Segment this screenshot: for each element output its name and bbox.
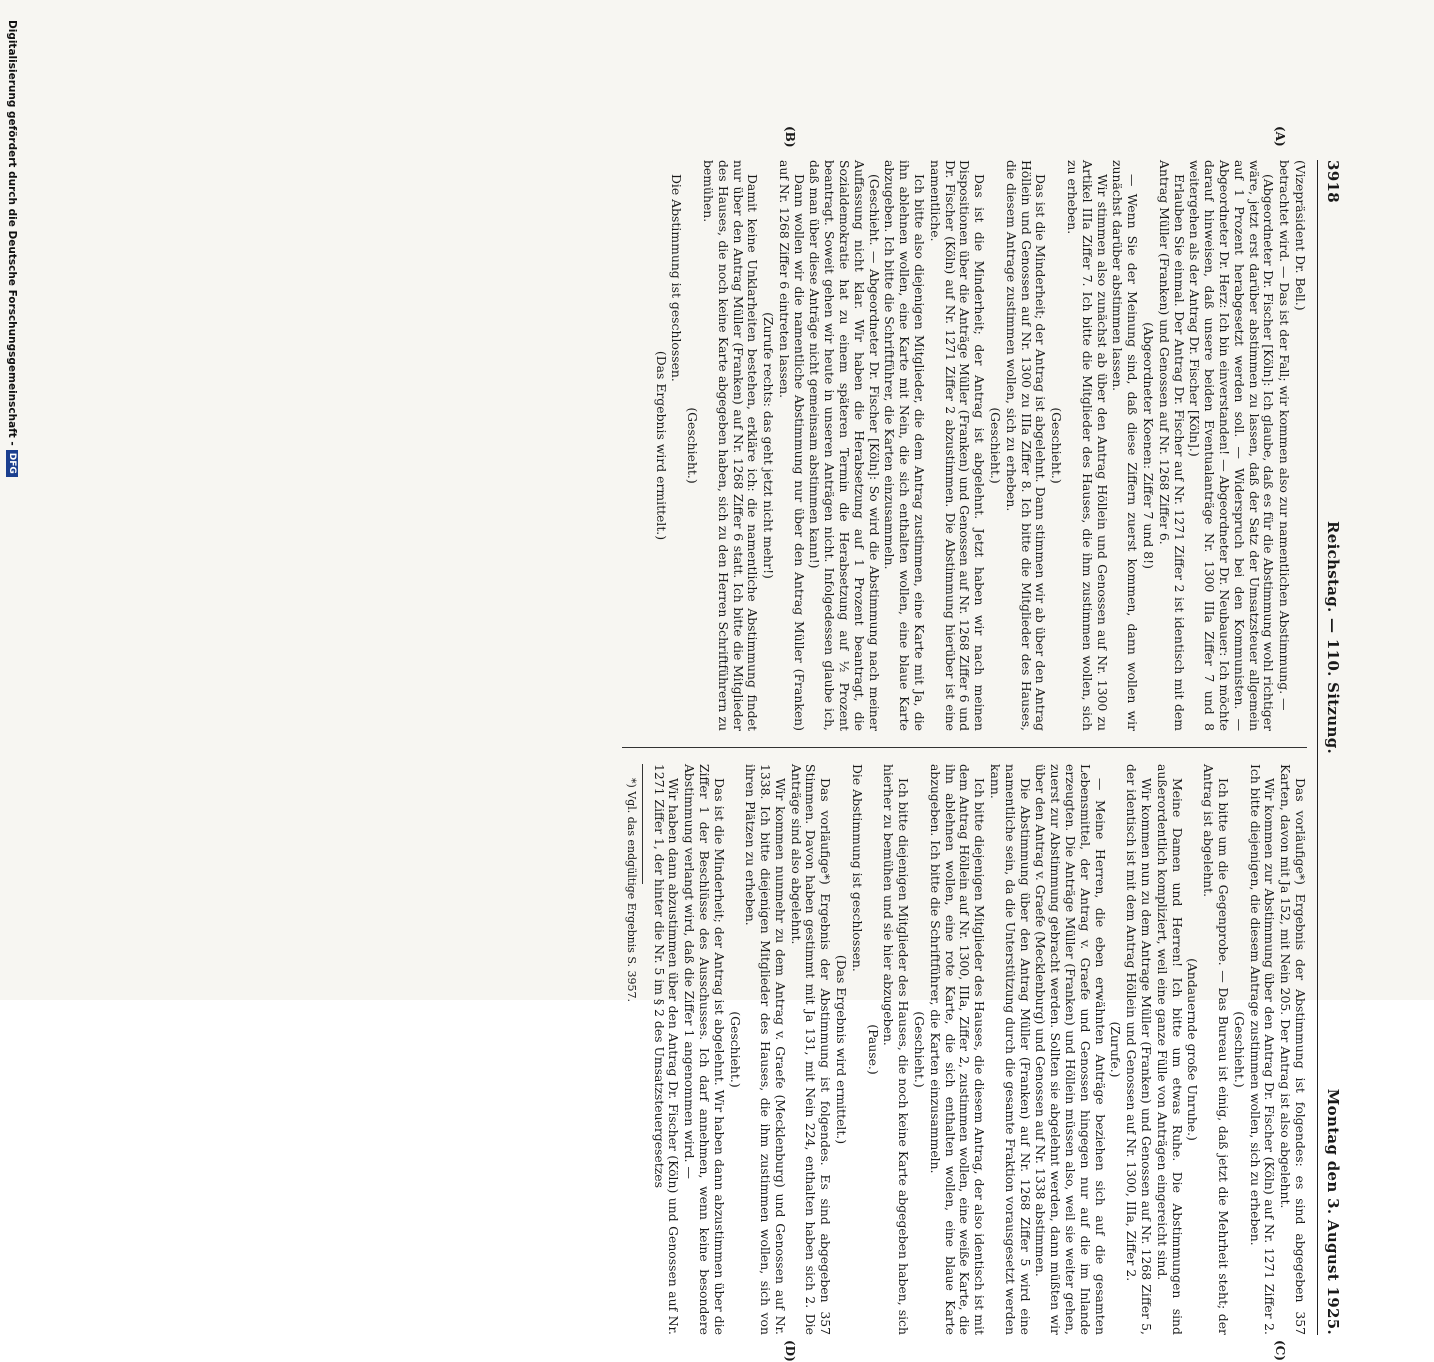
paragraph: — Meine Herren, die eben erwähnten Anträge beziehen sich auf die gesamten Lebensmittel, der Antrag v. Graefe und Genossen hingegen nur auf die im Inlande erzeugten. Die Anträge Müller (Franken) und Höllein müssen also, weil sie weiter gehen, zuerst zur Abstimmung gebracht werden. Sollten sie abgelehnt werden, dann müßten wir über den Antrag v. Graefe (Mecklenburg) und Genossen auf Nr. 1338 abstimmen. — [1033, 763, 1108, 1335]
digitization-credit — [2, 20, 22, 1020]
paragraph: — Wenn Sie der Meinung sind, daß diese Ziffern zuerst kommen, dann wollen wir zunächst darüber abstimmen lassen. — [1110, 160, 1141, 731]
margin-marker-a: (A) — [1273, 126, 1287, 147]
paragraph: Wir kommen zur Abstimmung über den Antrag Dr. Fischer (Köln) auf Nr. 1271 Ziffer 2. Ich bitte diejenigen, die diesem Antrage zustimmen wollen, sich zu erheben. — [1247, 763, 1278, 1335]
paragraph: (Geschieht. — Abgeordneter Dr. Fischer [Köln]: So wird die Abstimmung nach meiner Auffassung nicht klar. Wir haben die Herabsetzung auf 1 Prozent beantragt, die Sozialdemokratie hat zu einem späteren Termin die Herabsetzung auf ½ Prozent beantragt. Soweit gehen wir heute in unseren Anträgen nicht. Infolgedessen glaube ich, daß man über diese Anträge nicht gemeinsam abstimmen kann!) — [807, 160, 882, 731]
footnote: *) Vgl. das endgültige Ergebnis S. 3957. — [624, 777, 638, 1003]
paragraph: Ich bitte diejenigen Mitglieder des Hauses, die noch keine Karte abgegeben haben, sich hierher zu bemühen und sie hier abzugeben. — [881, 763, 912, 1335]
paragraph: Dann wollen wir die namentliche Abstimmung nur über den Antrag Müller (Franken) auf Nr. 1268 Ziffer 6 eintreten lassen. — [776, 160, 807, 731]
paragraph: Die Abstimmung ist geschlossen. — [849, 763, 865, 972]
paragraph: (Geschieht.) — [1049, 407, 1065, 484]
right-column — [622, 764, 1307, 1335]
margin-marker-b: (B) — [783, 126, 797, 148]
paragraph: (Geschieht.) — [727, 1011, 743, 1088]
paragraph: Ich bitte um die Gegenprobe. — Das Bureau ist einig, daß jetzt die Mehrheit steht; der Antrag ist abgelehnt. — [1201, 763, 1232, 1335]
paragraph: (Geschieht.) — [988, 407, 1004, 484]
paragraph: betrachtet wird. — Das ist der Fall; wir kommen also zur namentlichen Abstimmung. — — [1277, 160, 1293, 711]
paragraph: Die Abstimmung über den Antrag Müller (Franken) auf Nr. 1268 Ziffer 5 wird eine namentliche sein, da die Unterstützung durch die gesamte Fraktion vorausgesetzt werden kann. — [988, 763, 1033, 1335]
paragraph: Das ist die Minderheit; der Antrag ist abgelehnt. Jetzt haben wir nach meinen Dispositionen über die Anträge Müller (Franken) und Genossen auf Nr. 1268 Ziffer 6 und Dr. Fischer (Köln) auf Nr. 1271 Ziffer 2 abzustimmen. Die Abstimmung hierüber ist eine namentliche. — [927, 160, 988, 731]
credit-text: Digitalisierung gefördert durch die Deutsche Forschungsgemeinschaft - — [6, 20, 18, 446]
dfg-logo — [6, 450, 18, 477]
left-column — [622, 160, 1307, 731]
paragraph: (Geschieht.) — [685, 407, 701, 484]
paragraph: Das ist die Minderheit; der Antrag ist abgelehnt. Dann stimmen wir ab über den Antrag Höllein und Genossen auf Nr. 1300 zu IIIa Ziffer 8. Ich bitte die Mitglieder des Hauses, die diesem Antrage zustimmen wollen, sich zu erheben. — [1003, 160, 1049, 731]
paragraph: Ich bitte diejenigen Mitglieder des Hauses, die diesem Antrag, der also identisch ist mit dem Antrag Höllein auf Nr. 1300, IIIa, Ziffer 2, zustimmen wollen, eine weiße Karte, die ihn ablehnen wollen, eine rote Karte, die sich enthalten wollen, eine blaue Karte abzugeben. Ich bitte die Schriftführer, die Karten einzusammeln. — [927, 763, 988, 1335]
session-date: Montag den 3. August 1925. — [1324, 1088, 1342, 1335]
margin-marker-c: (C) — [1273, 1340, 1287, 1361]
paragraph: (Zurufe.) — [1108, 1021, 1124, 1078]
paragraph: Wir stimmen also zunächst ab über den Antrag Höllein und Genossen auf Nr. 1300 zu Artikel IIIa Ziffer 7. Ich bitte die Mitglieder des Hauses, die ihm zustimmen wollen, sich zu erheben. — [1065, 160, 1110, 731]
paragraph: Damit keine Unklarheiten bestehen, erkläre ich: die namentliche Abstimmung findet nur über den Antrag Müller (Franken) auf Nr. 1268 Ziffer 6 statt. Ich bitte die Mitglieder des Hauses, die noch keine Karte abgegeben haben, sich zu den Herren Schriftführern zu bemühen. — [700, 160, 761, 731]
paragraph: (Abgeordneter Koenen: Ziffer 7 und 8!) — [1141, 322, 1157, 569]
paragraph: Wir haben dann abzustimmen über den Antrag Dr. Fischer (Köln) und Genossen auf Nr. 1271 Ziffer 1, der hinter die Nr. 5 im § 2 des Umsatzsteuergesetzes — [651, 763, 682, 1335]
paragraph: (Das Ergebnis wird ermittelt.) — [653, 350, 669, 541]
footnote-rule — [642, 764, 643, 884]
column-divider — [622, 747, 1307, 748]
paragraph: Das ist die Minderheit; der Antrag ist abgelehnt. Wir haben dann abzustimmen über die Ziffer 1 der Beschlüsse des Ausschusses. Ich darf annehmen, wenn keine besondere Abstimmung verlangt wird, daß die Ziffer 1 angenommen wird. — — [682, 763, 727, 1335]
paragraph: (Zurufe rechts: das geht jetzt nicht mehr!) — [761, 312, 777, 579]
paragraph: Das vorläufige*) Ergebnis der Abstimmung ist folgendes: es sind abgegeben 357 Karten, davon mit Ja 152, mit Nein 205. Der Antrag ist also abgelehnt. — [1278, 763, 1308, 1335]
margin-marker-d: (D) — [783, 1340, 797, 1362]
paragraph: (Geschieht.) — [912, 1011, 928, 1088]
paragraph: (Geschieht.) — [1231, 1011, 1247, 1088]
paragraph: Die Abstimmung ist geschlossen. — [669, 174, 685, 382]
paragraph: Meine Damen und Herren! Ich bitte um etwas Ruhe. Die Abstimmungen sind außerordentlich kompliziert, weil eine ganze Fülle von Anträgen eingereicht sind. — [1154, 763, 1185, 1335]
paragraph: (Pause.) — [865, 1024, 881, 1075]
paragraph: Das vorläufige*) Ergebnis der Abstimmung ist folgendes. Es sind abgegeben 357 Stimmen. Davon haben gestimmt mit Ja 131, mit Nein 224, enthalten haben sich 2. Die Anträge sind also abgelehnt. — [788, 763, 834, 1335]
page-header — [1317, 160, 1342, 1335]
paragraph: (Abgeordneter Dr. Fischer [Köln]: Ich glaube, daß es für die Abstimmung wohl richtiger wäre, jetzt erst darüber abstimmen zu lassen, daß der Satz der Umsatzsteuer allgemein auf 1 Prozent herabgesetzt werden soll. — Widerspruch bei den Kommunisten. — Abgeordneter Dr. Herz: Ich bin einverstanden! — Abgeordneter Dr. Neubauer: Ich möchte darauf hinweisen, daß unsere beiden Eventualanträge Nr. 1300 IIIa Ziffer 7 und 8 weitergehen als der Antrag Dr. Fischer [Köln].) — [1187, 160, 1277, 731]
text-columns — [622, 126, 1308, 1362]
paragraph: (Andauernde große Unruhe.) — [1185, 958, 1201, 1141]
paragraph: Wir kommen nun zu dem Antrage Müller (Franken) und Genossen auf Nr. 1268 Ziffer 5, der identisch ist mit dem Antrag Höllein und Genossen auf Nr. 1300, IIIa, Ziffer 2. — [1124, 763, 1155, 1335]
paragraph: Erlauben Sie einmal. Der Antrag Dr. Fischer auf Nr. 1271 Ziffer 2 ist identisch mit dem Antrag Müller (Franken) und Genossen auf Nr. 1268 Ziffer 6. — [1156, 160, 1187, 731]
paragraph: (Vizepräsident Dr. Bell.) — [1293, 160, 1308, 311]
session-title: Reichstag. — 110. Sitzung. — [1324, 520, 1342, 755]
paragraph: (Das Ergebnis wird ermittelt.) — [834, 954, 850, 1145]
paragraph: Ich bitte also diejenigen Mitglieder, die dem Antrag zustimmen, eine Karte mit Ja, die ihn ablehnen wollen, eine Karte mit Nein, die sich enthalten wollen, eine blaue Karte abzugeben. Ich bitte die Schriftführer, die Karten einzusammeln. — [882, 160, 928, 731]
page-number: 3918 — [1324, 160, 1342, 203]
paragraph: Wir kommen nunmehr zu dem Antrag v. Graefe (Mecklenburg) und Genossen auf Nr. 1338. Ich bitte diejenigen Mitglieder des Hauses, die ihm zustimmen wollen, sich von ihren Plätzen zu erheben. — [743, 763, 788, 1335]
dfg-logo-text: DFG — [7, 452, 17, 474]
